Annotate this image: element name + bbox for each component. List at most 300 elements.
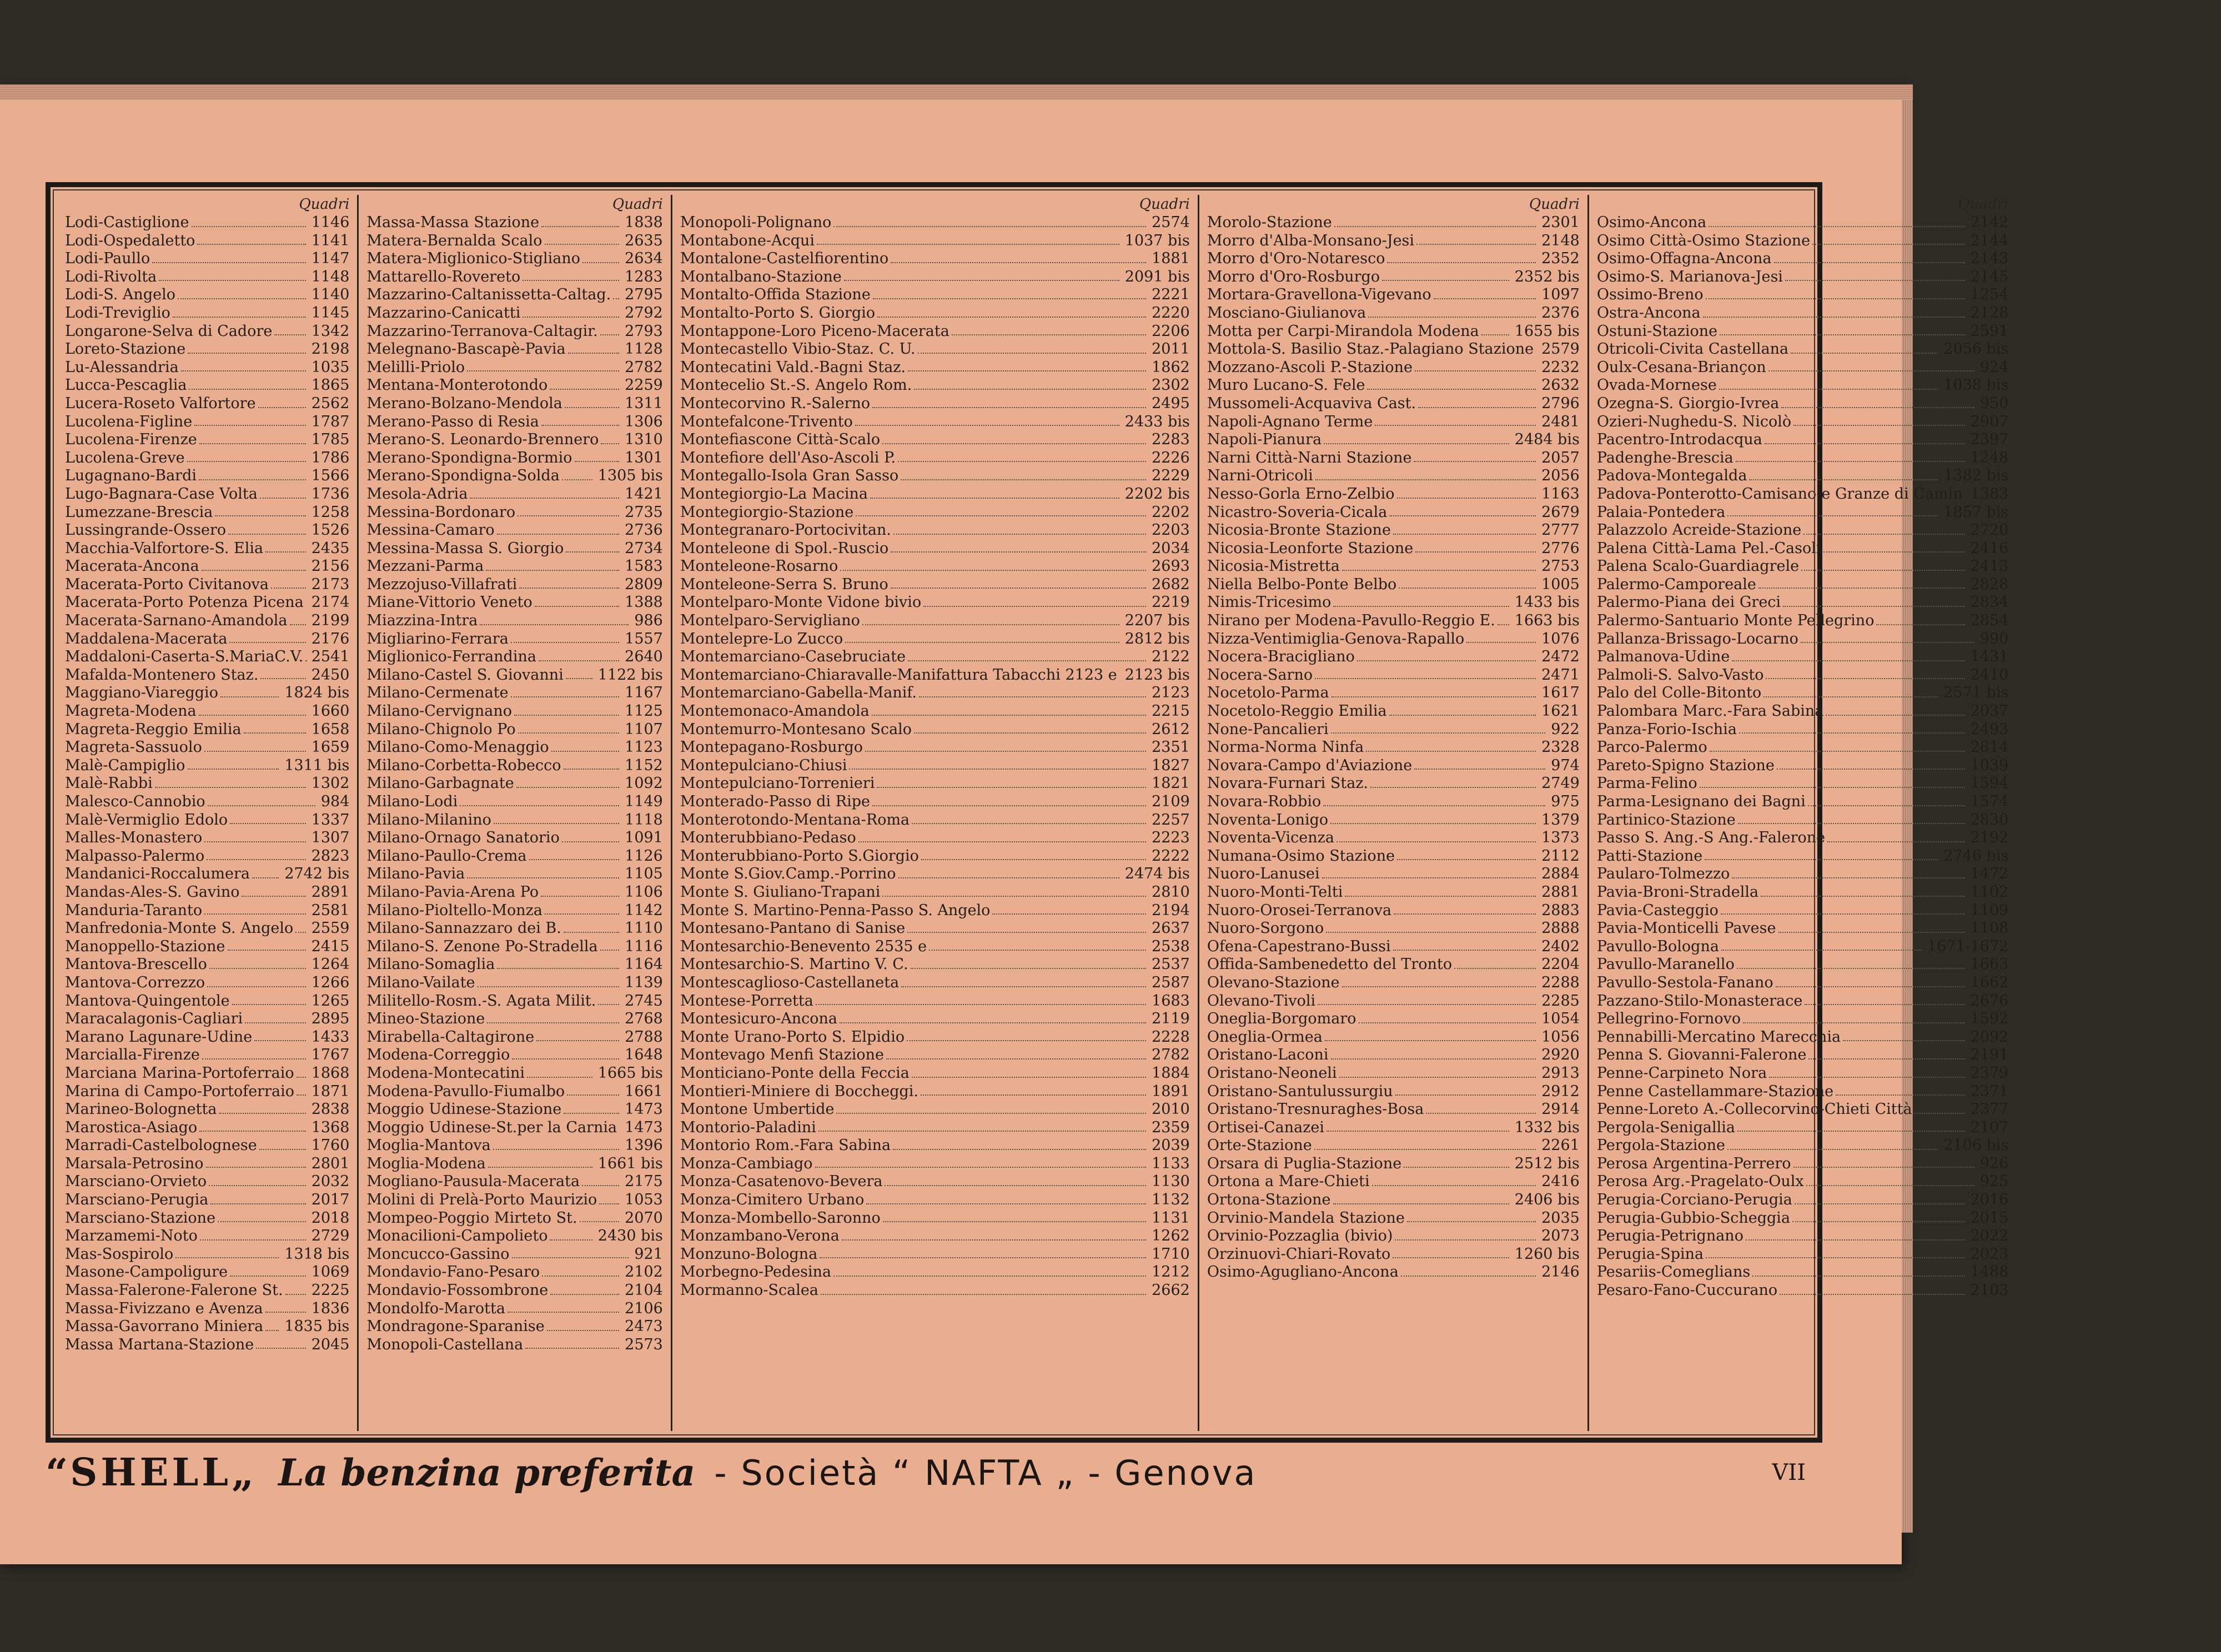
footer-close-quote: „ xyxy=(232,1449,254,1496)
leader-dots xyxy=(200,1227,306,1241)
entry-route: None-Pancalieri xyxy=(1207,720,1329,738)
entry-quadro-number: 2430 bis xyxy=(597,1227,663,1245)
entry-quadro-number: 2018 xyxy=(311,1209,350,1227)
entry-route: Lumezzane-Brescia xyxy=(65,503,213,521)
entry-route: Morolo-Stazione xyxy=(1207,214,1332,231)
entry-quadro-number: 1110 xyxy=(625,920,663,937)
leader-dots xyxy=(1393,938,1536,951)
index-entry xyxy=(65,1119,349,1137)
leader-dots xyxy=(1776,974,1965,987)
index-entry xyxy=(1597,956,2008,974)
entry-route: Mazzarino-Caltanissetta-Caltag. xyxy=(366,286,611,304)
leader-dots xyxy=(173,304,306,318)
entry-route: Magreta-Reggio Emilia xyxy=(65,720,242,738)
entry-route: Lodi-S. Angelo xyxy=(65,286,175,304)
index-entry xyxy=(65,558,349,576)
leader-dots xyxy=(497,521,620,535)
index-entry xyxy=(1597,612,2008,630)
entry-route: Pareto-Spigno Stazione xyxy=(1596,756,1775,774)
entry-quadro-number: 1125 xyxy=(625,702,663,720)
entry-route: Montemarciano-Chiaravalle-Manifattura Tabacchi 2123 e xyxy=(680,666,1117,684)
leader-dots xyxy=(516,775,619,788)
leader-dots xyxy=(914,721,1146,734)
index-entry xyxy=(680,359,1190,377)
index-entry xyxy=(1207,304,1580,323)
entry-quadro-number: 2371 xyxy=(1970,1082,2009,1100)
entry-route: Montevago Menfi Stazione xyxy=(680,1046,884,1064)
index-entry xyxy=(1597,739,2008,757)
index-entry xyxy=(1597,449,2008,468)
index-entry xyxy=(366,485,662,504)
entry-quadro-number: 1583 xyxy=(625,558,663,575)
leader-dots xyxy=(290,612,306,625)
leader-dots xyxy=(155,775,306,788)
entry-route: Monzuno-Bologna xyxy=(680,1245,818,1263)
leader-dots xyxy=(545,902,619,915)
leader-dots xyxy=(1812,232,1964,245)
entry-quadro-number: 2145 xyxy=(1970,268,2009,285)
leader-dots xyxy=(1426,1101,1536,1114)
entry-quadro-number: 1097 xyxy=(1541,286,1580,304)
leader-dots xyxy=(1769,1064,1964,1078)
entry-quadro-number: 2538 xyxy=(1152,937,1190,955)
index-entry xyxy=(65,739,349,757)
entry-quadro-number: 2328 xyxy=(1541,739,1580,756)
index-entry xyxy=(680,1028,1190,1047)
index-entry xyxy=(1207,431,1580,449)
leader-dots xyxy=(1415,540,1536,553)
leader-dots xyxy=(893,521,1146,535)
leader-dots xyxy=(1407,1209,1536,1223)
leader-dots xyxy=(1434,286,1536,299)
entry-route: Marina di Campo-Portoferraio xyxy=(65,1082,294,1100)
entry-quadro-number: 2045 xyxy=(311,1335,350,1353)
index-entry xyxy=(65,612,349,630)
entry-route: Ortona a Mare-Chieti xyxy=(1207,1173,1370,1191)
entry-route: Parma-Felino xyxy=(1596,775,1697,792)
index-entry xyxy=(680,793,1190,811)
entry-route: Mussomeli-Acquaviva Cast. xyxy=(1207,394,1416,412)
leader-dots xyxy=(256,1336,305,1349)
index-entry xyxy=(1597,594,2008,612)
entry-quadro-number: 2435 xyxy=(311,539,350,557)
leader-dots xyxy=(254,1028,305,1042)
entry-quadro-number: 1139 xyxy=(625,973,663,991)
entry-route: Mondavio-Fossombrone xyxy=(366,1282,549,1299)
entry-quadro-number: 1557 xyxy=(625,630,663,647)
leader-dots xyxy=(258,395,306,408)
index-entry xyxy=(1597,1083,2008,1101)
entry-route: Montesarchio-Benevento 2535 e xyxy=(680,937,927,955)
entry-route: Narni Città-Narni Stazione xyxy=(1207,449,1412,466)
index-entry xyxy=(1207,413,1580,431)
index-entry xyxy=(366,1046,662,1064)
entry-route: Massa-Falerone-Falerone St. xyxy=(65,1282,283,1299)
entry-quadro-number: 1648 xyxy=(625,1046,663,1064)
entry-route: Lodi-Paullo xyxy=(65,250,150,268)
footer-tagline: La benzina preferita xyxy=(278,1451,696,1494)
entry-quadro-number: 2285 xyxy=(1541,992,1580,1010)
entry-route: Monza-Cambiago xyxy=(680,1154,813,1172)
index-entry xyxy=(65,304,349,323)
entry-quadro-number: 1258 xyxy=(311,503,350,521)
leader-dots xyxy=(872,793,1146,806)
entry-quadro-number: 2257 xyxy=(1152,811,1190,828)
entry-quadro-number: 2662 xyxy=(1152,1282,1190,1299)
entry-route: Milano-Ornago Sanatorio xyxy=(366,829,560,847)
index-entry xyxy=(680,883,1190,902)
leader-dots xyxy=(497,956,619,969)
entry-quadro-number: 2039 xyxy=(1152,1137,1190,1154)
leader-dots xyxy=(1345,883,1536,897)
entry-route: Pavullo-Bologna xyxy=(1596,937,1719,955)
index-entry xyxy=(1597,666,2008,685)
entry-route: Motta per Carpi-Mirandola Modena xyxy=(1207,322,1479,340)
entry-route: Nocetolo-Reggio Emilia xyxy=(1207,702,1387,720)
leader-dots xyxy=(1780,1282,1965,1295)
entry-route: Montefalcone-Trivento xyxy=(680,413,853,430)
index-entry xyxy=(366,1336,662,1354)
leader-dots xyxy=(522,268,619,282)
index-entry xyxy=(65,1028,349,1047)
entry-route: Oristano-Santulussurgiu xyxy=(1207,1082,1393,1100)
entry-quadro-number: 1310 xyxy=(625,431,663,449)
entry-route: Moggio Udinese-St.per la Carnia xyxy=(366,1118,617,1136)
leader-dots xyxy=(891,540,1146,553)
entry-route: Macerata-Sarnano-Amandola xyxy=(65,612,288,630)
index-entry xyxy=(1207,467,1580,485)
leader-dots xyxy=(206,1155,306,1168)
index-entry xyxy=(65,1282,349,1300)
leader-dots xyxy=(1806,1173,1974,1186)
entry-route: Melilli-Priolo xyxy=(366,358,465,376)
entry-quadro-number: 1526 xyxy=(311,521,350,539)
index-entry xyxy=(366,1119,662,1137)
index-entry xyxy=(1207,1191,1580,1209)
entry-route: Militello-Rosm.-S. Agata Milit. xyxy=(366,992,596,1010)
entry-route: Milano-Sannazzaro dei B. xyxy=(366,920,561,937)
index-entry xyxy=(65,630,349,649)
entry-quadro-number: 984 xyxy=(320,793,350,810)
entry-route: Orvinio-Pozzaglia (bivio) xyxy=(1207,1227,1393,1245)
entry-quadro-number: 2225 xyxy=(311,1282,350,1299)
leader-dots xyxy=(1393,521,1536,535)
entry-route: Milano-Como-Menaggio xyxy=(366,739,549,756)
leader-dots xyxy=(872,702,1146,716)
entry-quadro-number: 2495 xyxy=(1152,394,1190,412)
entry-quadro-number: 1248 xyxy=(1970,449,2009,466)
entry-route: Palmanova-Udine xyxy=(1596,648,1730,666)
leader-dots xyxy=(199,431,306,444)
index-entry xyxy=(680,757,1190,775)
index-entry xyxy=(65,920,349,938)
index-entry xyxy=(1597,1209,2008,1228)
entry-quadro-number: 1785 xyxy=(311,431,350,449)
index-entry xyxy=(1597,1173,2008,1191)
leader-dots xyxy=(480,612,629,625)
entry-quadro-number: 1821 xyxy=(1152,775,1190,792)
index-entry xyxy=(65,666,349,685)
leader-dots xyxy=(911,956,1146,969)
entry-quadro-number: 2283 xyxy=(1152,431,1190,449)
leader-dots xyxy=(872,395,1146,408)
entry-route: Malè-Campiglio xyxy=(65,756,185,774)
index-entry xyxy=(1597,992,2008,1011)
index-entry xyxy=(1597,974,2008,992)
leader-dots xyxy=(1721,902,1965,915)
index-entry xyxy=(680,576,1190,594)
entry-quadro-number: 2219 xyxy=(1152,594,1190,611)
leader-dots xyxy=(1732,865,1964,878)
entry-route: Nimis-Tricesimo xyxy=(1207,594,1331,611)
entry-route: Lugagnano-Bardi xyxy=(65,467,197,485)
leader-dots xyxy=(1414,449,1536,463)
entry-quadro-number: 2416 xyxy=(1541,1173,1580,1191)
entry-route: Mogliano-Pausula-Macerata xyxy=(366,1173,580,1191)
entry-quadro-number: 2735 xyxy=(625,503,663,521)
entry-quadro-number: 2814 xyxy=(1970,739,2009,756)
index-entry xyxy=(1597,485,2008,504)
entry-route: Macerata-Ancona xyxy=(65,558,199,575)
entry-quadro-number: 2022 xyxy=(1970,1227,2009,1245)
entry-quadro-number: 2676 xyxy=(1970,992,2009,1010)
leader-dots xyxy=(1382,268,1509,282)
leader-dots xyxy=(522,304,619,318)
leader-dots xyxy=(1732,648,1964,661)
entry-route: Mormanno-Scalea xyxy=(680,1282,818,1299)
entry-quadro-number: 1736 xyxy=(311,485,350,503)
column-2 xyxy=(359,195,672,1431)
index-entry xyxy=(1207,1083,1580,1101)
advertisement-footer xyxy=(46,1450,1822,1495)
index-entry xyxy=(366,1191,662,1209)
entry-quadro-number: 1264 xyxy=(311,956,350,973)
index-entry xyxy=(680,1101,1190,1119)
entry-quadro-number: 990 xyxy=(1979,630,2009,647)
leader-dots xyxy=(844,268,1119,282)
entry-route: Montone Umbertide xyxy=(680,1101,835,1118)
entry-quadro-number: 1472 xyxy=(1970,865,2009,883)
index-entry xyxy=(1207,775,1580,793)
entry-quadro-number: 1053 xyxy=(625,1191,663,1209)
entry-quadro-number: 1660 xyxy=(311,702,350,720)
index-entry xyxy=(1597,684,2008,702)
entry-route: Macchia-Valfortore-S. Elia xyxy=(65,539,264,557)
entry-route: Masone-Campoligure xyxy=(65,1263,228,1281)
index-entry xyxy=(366,268,662,287)
leader-dots xyxy=(209,1173,306,1186)
leader-dots xyxy=(536,1028,619,1042)
leader-dots xyxy=(815,1155,1147,1168)
entry-quadro-number: 1332 bis xyxy=(1514,1118,1580,1136)
entry-route: Offida-Sambenedetto del Tronto xyxy=(1207,956,1453,973)
leader-dots xyxy=(882,883,1146,897)
leader-dots xyxy=(550,1227,592,1241)
entry-quadro-number: 1262 xyxy=(1152,1227,1190,1245)
footer-brand: SHELL xyxy=(70,1450,232,1495)
index-entry xyxy=(366,757,662,775)
index-entry xyxy=(65,1227,349,1246)
index-entry xyxy=(366,684,662,702)
entry-route: Olevano-Tivoli xyxy=(1207,992,1316,1010)
leader-dots xyxy=(518,721,620,734)
leader-dots xyxy=(1823,540,1965,553)
index-entry xyxy=(1597,1282,2008,1300)
leader-dots xyxy=(1315,467,1536,480)
leader-dots xyxy=(197,232,305,245)
column-header: Quadri xyxy=(612,196,663,213)
page-top-edge xyxy=(0,84,1913,100)
entry-route: Mompeo-Poggio Mirteto St. xyxy=(366,1209,577,1227)
entry-route: Lucera-Roseto Valfortore xyxy=(65,394,256,412)
leader-dots xyxy=(1843,1028,1965,1042)
entry-route: Olevano-Stazione xyxy=(1207,973,1340,991)
leader-dots xyxy=(1331,721,1546,734)
entry-route: Patti-Stazione xyxy=(1596,847,1703,865)
leader-dots xyxy=(1331,684,1536,697)
index-entry xyxy=(1207,920,1580,938)
index-entry xyxy=(1207,1155,1580,1173)
entry-route: Massa Martana-Stazione xyxy=(65,1335,254,1353)
index-entry xyxy=(65,974,349,992)
entry-quadro-number: 2148 xyxy=(1541,232,1580,249)
index-entry xyxy=(1207,865,1580,883)
entry-route: Perugia-Gubbio-Scheggia xyxy=(1596,1209,1791,1227)
index-entry xyxy=(680,250,1190,268)
leader-dots xyxy=(189,376,305,390)
entry-quadro-number: 2834 xyxy=(1970,594,2009,611)
entry-route: Oneglia-Ormea xyxy=(1207,1028,1323,1046)
entry-route: Montelepre-Lo Zucco xyxy=(680,630,843,647)
entry-quadro-number: 1037 bis xyxy=(1124,232,1190,249)
index-entry xyxy=(65,1209,349,1228)
entry-quadro-number: 2301 xyxy=(1541,214,1580,231)
leader-dots xyxy=(862,612,1119,625)
entry-quadro-number: 1118 xyxy=(625,811,663,828)
entry-route: Noventa-Vicenza xyxy=(1207,829,1334,847)
leader-dots xyxy=(230,1263,306,1277)
index-entry xyxy=(65,1263,349,1282)
column-header: Quadri xyxy=(299,196,350,213)
entry-route: Oristano-Tresnuraghes-Bosa xyxy=(1207,1101,1424,1118)
entry-quadro-number: 2102 xyxy=(625,1263,663,1281)
entry-quadro-number: 926 xyxy=(1979,1154,2009,1172)
entry-quadro-number: 2035 xyxy=(1541,1209,1580,1227)
entry-route: Nizza-Ventimiglia-Genova-Rapallo xyxy=(1207,630,1465,647)
index-entry xyxy=(1597,304,2008,323)
leader-dots xyxy=(818,1119,1146,1132)
entry-quadro-number: 2106 xyxy=(625,1299,663,1317)
index-entry xyxy=(366,558,662,576)
index-entry xyxy=(1207,721,1580,739)
index-entry xyxy=(1207,847,1580,866)
index-entry xyxy=(65,1246,349,1264)
index-entry xyxy=(680,1282,1190,1300)
index-entry xyxy=(65,576,349,594)
entry-quadro-number: 1107 xyxy=(625,720,663,738)
leader-dots xyxy=(1416,232,1536,245)
entry-route: Marzamemi-Noto xyxy=(65,1227,198,1245)
entry-quadro-number: 2830 xyxy=(1970,811,2009,828)
leader-dots xyxy=(525,1336,619,1349)
index-entry xyxy=(680,1263,1190,1282)
entry-route: Norma-Norma Ninfa xyxy=(1207,739,1364,756)
entry-quadro-number: 1617 xyxy=(1541,684,1580,702)
entry-route: Perugia-Spina xyxy=(1596,1245,1704,1263)
entry-quadro-number: 2226 xyxy=(1152,449,1190,466)
entry-quadro-number: 1421 xyxy=(625,485,663,503)
entry-quadro-number: 1130 xyxy=(1152,1173,1190,1191)
entry-quadro-number: 2037 xyxy=(1970,702,2009,720)
entry-quadro-number: 2693 xyxy=(1152,558,1190,575)
index-entry xyxy=(680,847,1190,866)
leader-dots xyxy=(230,811,305,825)
leader-dots xyxy=(901,467,1146,480)
leader-dots xyxy=(564,920,619,933)
entry-quadro-number: 2104 xyxy=(625,1282,663,1299)
index-entry xyxy=(1207,359,1580,377)
entry-route: Massa-Massa Stazione xyxy=(366,214,540,231)
leader-dots xyxy=(1466,630,1536,644)
index-entry xyxy=(1597,920,2008,938)
index-entry xyxy=(65,1318,349,1336)
index-entry xyxy=(1207,214,1580,232)
entry-route: Massa-Gavorrano Miniera xyxy=(65,1318,264,1335)
index-entry xyxy=(1597,1119,2008,1137)
index-entry xyxy=(1207,974,1580,992)
index-entry xyxy=(1207,630,1580,649)
entry-quadro-number: 2198 xyxy=(311,340,350,358)
entry-quadro-number: 1661 bis xyxy=(597,1154,663,1172)
index-entry xyxy=(1207,232,1580,250)
leader-dots xyxy=(1836,1083,1964,1096)
entry-route: Monacilioni-Campolieto xyxy=(366,1227,548,1245)
index-entry xyxy=(65,232,349,250)
index-entry xyxy=(1207,992,1580,1011)
entry-quadro-number: 1265 xyxy=(311,992,350,1010)
leader-dots xyxy=(539,648,619,661)
index-entry xyxy=(1597,1046,2008,1064)
leader-dots xyxy=(1367,376,1536,390)
leader-dots xyxy=(562,829,619,842)
index-entry xyxy=(65,757,349,775)
entry-quadro-number: 1433 bis xyxy=(1514,594,1580,611)
entry-quadro-number: 2107 xyxy=(1970,1118,2009,1136)
entry-route: Mortara-Gravellona-Vigevano xyxy=(1207,286,1431,304)
entry-quadro-number: 2032 xyxy=(311,1173,350,1191)
leader-dots xyxy=(1397,485,1536,499)
entry-quadro-number: 1871 xyxy=(311,1082,350,1100)
index-entry xyxy=(680,865,1190,883)
leader-dots xyxy=(218,1209,306,1223)
entry-route: Perosa Argentina-Perrero xyxy=(1596,1154,1791,1172)
index-entry xyxy=(680,376,1190,395)
entry-quadro-number: 1473 xyxy=(625,1118,663,1136)
leader-dots xyxy=(907,920,1146,933)
entry-route: Orte-Stazione xyxy=(1207,1137,1312,1154)
leader-dots xyxy=(188,757,279,770)
entry-route: Nuoro-Monti-Telti xyxy=(1207,883,1343,901)
index-entry xyxy=(1597,286,2008,304)
leader-dots xyxy=(1318,992,1536,1006)
entry-quadro-number: 1881 xyxy=(1152,250,1190,268)
leader-dots xyxy=(1743,1010,1964,1023)
column-1 xyxy=(57,195,359,1431)
index-entry xyxy=(1207,1209,1580,1228)
entry-quadro-number: 1108 xyxy=(1970,920,2009,937)
entry-quadro-number: 2023 xyxy=(1970,1245,2009,1263)
entry-quadro-number: 1592 xyxy=(1970,1010,2009,1028)
